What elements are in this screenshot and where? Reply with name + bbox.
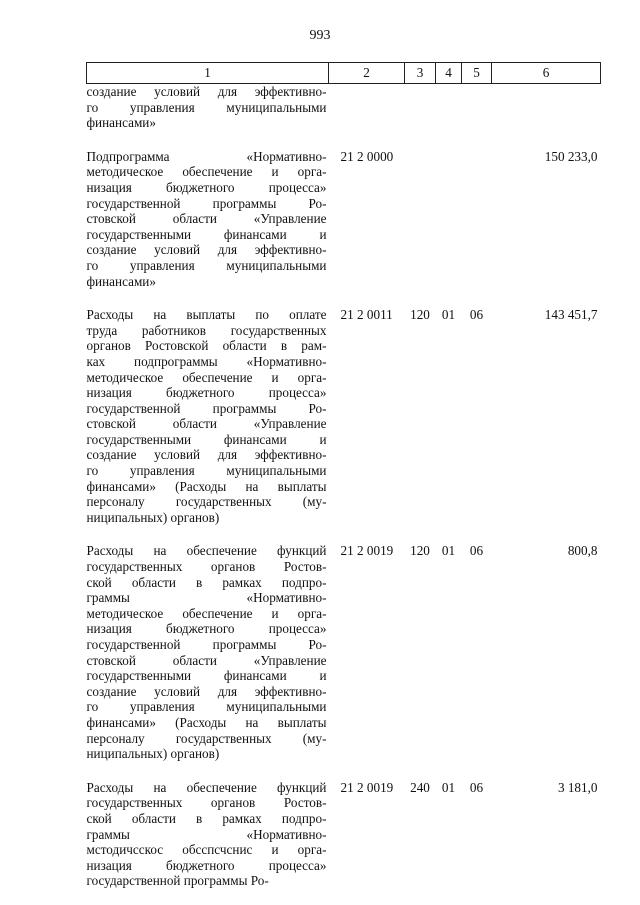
budget-table xyxy=(86,62,601,889)
row-name-line: методическое обеспечение и орга- xyxy=(86,369,327,385)
row-spacer xyxy=(87,131,601,149)
spacer-cell xyxy=(87,131,329,149)
row-name-line: Подпрограмма «Нормативно- xyxy=(86,148,327,164)
page-number: 993 xyxy=(309,28,331,43)
row-name-line: низация бюджетного процесса» xyxy=(86,857,327,873)
row-target-code: 21 2 0000 xyxy=(340,148,394,164)
row-name-line: государственных органов Ростов- xyxy=(86,795,327,811)
table-row xyxy=(87,149,601,289)
spacer-cell xyxy=(329,289,405,307)
row-name-line: граммы «Нормативно- xyxy=(86,590,327,606)
row-spacer xyxy=(87,289,601,307)
row-subsection: 06 xyxy=(469,543,484,559)
row-subsection: 06 xyxy=(469,307,484,323)
spacer-cell xyxy=(462,525,492,543)
row-name-line: методическое обеспечение и орга- xyxy=(86,164,327,180)
header-col-6: 6 xyxy=(492,63,601,84)
table-row xyxy=(87,84,601,131)
row-name-line: граммы «Нормативно- xyxy=(86,826,327,842)
row-name-line: государственной программы Ро- xyxy=(86,195,327,211)
row-amount: 143 451,7 xyxy=(544,307,598,323)
row-name-line: создание условий для эффективно- xyxy=(86,242,327,258)
row-target-code: 21 2 0019 xyxy=(340,779,394,795)
row-expense-type xyxy=(405,149,436,289)
row-name-line: создание условий для эффективно- xyxy=(86,683,327,699)
row-name-cell xyxy=(87,84,329,131)
row-target-code: 21 2 0011 xyxy=(340,307,393,323)
row-name-line: го управления муниципальными xyxy=(86,99,327,115)
spacer-cell xyxy=(87,289,329,307)
row-expense-type: 120 xyxy=(410,543,430,559)
row-name-line: стовской области «Управление xyxy=(86,211,327,227)
row-target-code: 21 2 0019 xyxy=(340,543,394,559)
row-amount: 800,8 xyxy=(567,543,598,559)
header-col-3: 3 xyxy=(405,63,436,84)
spacer-cell xyxy=(87,525,329,543)
row-name-line: методическое обеспечение и орга- xyxy=(86,605,327,621)
row-amount: 150 233,0 xyxy=(544,148,598,164)
row-expense-type: 120 xyxy=(410,307,430,323)
row-name-line: го управления муниципальными xyxy=(86,257,327,273)
row-section: 01 xyxy=(441,779,456,795)
row-name-cell xyxy=(87,543,329,761)
spacer-cell xyxy=(436,762,462,780)
table-row xyxy=(87,780,601,889)
row-name-line: го управления муниципальными xyxy=(86,699,327,715)
row-name-line: Расходы на выплаты по оплате xyxy=(86,307,327,323)
table-row xyxy=(87,307,601,525)
table-header xyxy=(87,63,601,84)
spacer-cell xyxy=(462,289,492,307)
spacer-cell xyxy=(329,525,405,543)
spacer-cell xyxy=(492,289,601,307)
spacer-cell xyxy=(405,762,436,780)
row-name-line: стовской области «Управление xyxy=(86,416,327,432)
row-name-line: низация бюджетного процесса» xyxy=(86,179,327,195)
row-spacer xyxy=(87,762,601,780)
spacer-cell xyxy=(492,762,601,780)
row-amount xyxy=(492,84,601,131)
row-name-line: ниципальных) органов) xyxy=(86,509,220,525)
row-amount: 3 181,0 xyxy=(557,779,598,795)
header-col-2: 2 xyxy=(329,63,405,84)
spacer-cell xyxy=(462,131,492,149)
row-name-line: государственными финансами и xyxy=(86,668,327,684)
row-name-line: ках подпрограммы «Нормативно- xyxy=(86,353,327,369)
row-expense-type xyxy=(405,84,436,131)
row-name-line: финансами» xyxy=(86,273,156,289)
row-name-line: ской области в рамках подпро- xyxy=(86,810,327,826)
row-subsection xyxy=(462,149,492,289)
row-name-line: Расходы на обеспечение функций xyxy=(86,779,327,795)
row-name-line: финансами» (Расходы на выплаты xyxy=(86,478,327,494)
row-name-line: государственной программы Ро- xyxy=(86,873,269,889)
spacer-cell xyxy=(436,131,462,149)
row-name-line: ниципальных) органов) xyxy=(86,746,220,762)
row-name-line: персоналу государственных (му- xyxy=(86,494,327,510)
row-name-cell xyxy=(87,780,329,889)
spacer-cell xyxy=(405,131,436,149)
row-name-line: персоналу государственных (му- xyxy=(86,730,327,746)
row-name-line: го управления муниципальными xyxy=(86,463,327,479)
header-col-5: 5 xyxy=(462,63,492,84)
row-name-line: мстодичсскос обсспсчснис и орга- xyxy=(86,842,327,858)
spacer-cell xyxy=(492,131,601,149)
spacer-cell xyxy=(329,131,405,149)
row-spacer xyxy=(87,525,601,543)
row-name-line: низация бюджетного процесса» xyxy=(86,621,327,637)
spacer-cell xyxy=(405,525,436,543)
row-name-line: труда работников государственных xyxy=(86,322,327,338)
row-name-line: финансами» xyxy=(86,115,156,131)
row-name-line: финансами» (Расходы на выплаты xyxy=(86,714,327,730)
row-name-line: ской области в рамках подпро- xyxy=(86,574,327,590)
spacer-cell xyxy=(329,762,405,780)
table-body xyxy=(87,84,601,889)
spacer-cell xyxy=(436,289,462,307)
row-name-line: государственной программы Ро- xyxy=(86,400,327,416)
row-section xyxy=(436,84,462,131)
row-subsection: 06 xyxy=(469,779,484,795)
spacer-cell xyxy=(87,762,329,780)
row-name-line: создание условий для эффективно- xyxy=(86,447,327,463)
row-name-line: государственными финансами и xyxy=(86,431,327,447)
row-subsection xyxy=(462,84,492,131)
row-section xyxy=(436,149,462,289)
spacer-cell xyxy=(405,289,436,307)
row-name-line: государственными финансами и xyxy=(86,226,327,242)
row-section: 01 xyxy=(441,543,456,559)
spacer-cell xyxy=(462,762,492,780)
table-row xyxy=(87,543,601,761)
row-target-code xyxy=(329,84,405,131)
row-name-line: Расходы на обеспечение функций xyxy=(86,543,327,559)
row-expense-type: 240 xyxy=(410,779,430,795)
spacer-cell xyxy=(492,525,601,543)
header-col-1: 1 xyxy=(87,63,329,84)
row-name-line: органов Ростовской области в рам- xyxy=(86,338,327,354)
row-name-line: создание условий для эффективно- xyxy=(86,84,327,99)
row-name-cell xyxy=(87,149,329,289)
row-name-line: государственной программы Ро- xyxy=(86,637,327,652)
row-name-line: стовской области «Управление xyxy=(86,652,327,668)
header-col-4: 4 xyxy=(436,63,462,84)
row-section: 01 xyxy=(441,307,456,323)
spacer-cell xyxy=(436,525,462,543)
row-name-line: государственных органов Ростов- xyxy=(86,559,327,575)
row-name-line: низация бюджетного процесса» xyxy=(86,385,327,401)
row-name-cell xyxy=(87,307,329,525)
